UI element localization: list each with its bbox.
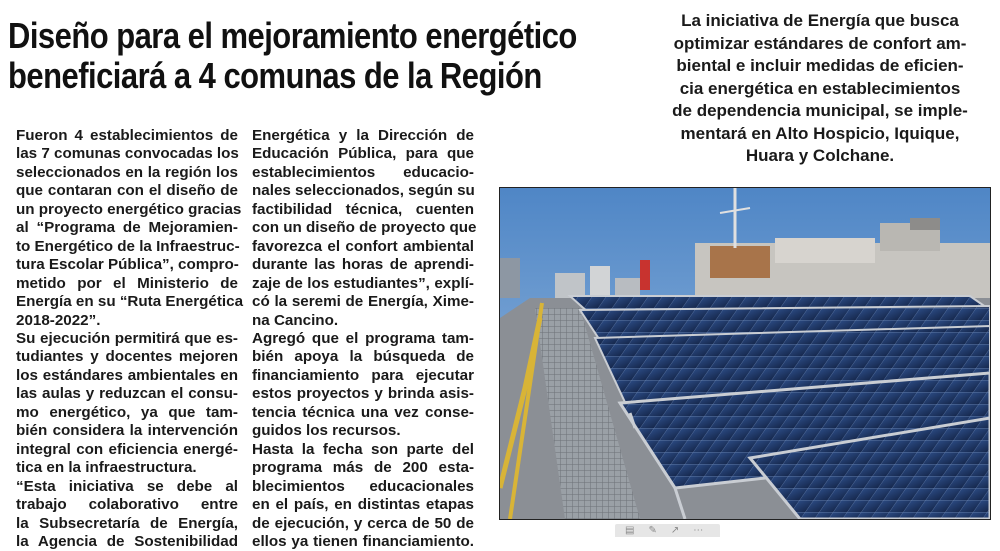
body-line: na Cancino. (252, 311, 339, 329)
body-line: durante las horas de aprendi- (252, 256, 474, 274)
body-line: Fueron 4 establecimientos de (16, 127, 238, 144)
deck-line: La iniciativa de Energía que busca (681, 11, 959, 30)
body-line: tura Escolar Pública”, compro- (16, 256, 239, 274)
body-line: metido por el Ministerio de (16, 274, 238, 292)
body-line: favorezca el confort ambiental (252, 237, 474, 255)
body-line: de ejecución, y cerca de 50 de (252, 514, 474, 532)
deck-line: de dependencia municipal, se imple- (672, 101, 968, 120)
body-line: ellos ya tienen financiamiento. (252, 532, 474, 550)
deck-summary (655, 10, 985, 168)
body-line: tica en la infraestructura. (16, 459, 197, 477)
body-line: la Subsecretaría de Energía, (16, 514, 238, 532)
body-line: 2018-2022”. (16, 311, 101, 329)
body-line: mo energético, ya que tam- (16, 403, 238, 421)
body-line: Educación Pública, para que (252, 145, 474, 163)
body-line: Hasta la fecha son parte del (252, 440, 474, 458)
body-line: blecimientos educacionales (252, 477, 474, 495)
headline (8, 15, 577, 96)
body-line: trabajo colaborativo entre (16, 496, 238, 514)
body-line: financiamiento para ejecutar (252, 366, 474, 384)
body-column-1 (16, 127, 244, 551)
body-line: integral con eficiencia energé- (16, 440, 238, 458)
body-line: la Agencia de Sostenibilidad (16, 532, 238, 550)
body-line: guidos los recursos. (252, 422, 401, 440)
viewer-toolbar (615, 524, 720, 537)
solar-panels-photo (499, 187, 991, 520)
body-line: con un diseño de proyecto que (252, 219, 477, 237)
body-line: zaje de los estudiantes”, explí- (252, 274, 474, 292)
body-line: programa más de 200 esta- (252, 459, 474, 477)
body-line: nales seleccionados, según su (252, 182, 475, 200)
deck-line: optimizar estándares de confort am- (673, 33, 967, 53)
deck-line: biental e incluir medidas de eficien- (676, 56, 964, 75)
body-line: factibilidad técnica, cuenten (252, 200, 474, 218)
print-icon[interactable]: ▤ (625, 525, 635, 536)
body-line: tencia técnica una vez conse- (252, 403, 474, 421)
body-line: có la seremi de Energía, Xime- (252, 293, 474, 311)
body-line: bién considera la intervención (16, 422, 238, 440)
body-line: en el país, en distintas etapas (252, 496, 474, 514)
body-line: Su ejecución permitirá que es- (16, 329, 238, 347)
deck-line: cia energética en establecimientos (679, 78, 961, 98)
body-line: al “Programa de Mejoramien- (16, 219, 238, 237)
body-line: establecimientos educacio- (252, 163, 474, 181)
body-line: los estándares ambientales en (16, 366, 238, 384)
deck-line: Huara y Colchane. (745, 146, 895, 165)
body-line: Energía en su “Ruta Energética (16, 293, 244, 311)
body-line: un proyecto energético gracias (16, 200, 242, 218)
more-icon[interactable]: ⋯ (693, 525, 704, 536)
body-line: seleccionados en la región los (16, 163, 238, 181)
body-line: Energética y la Dirección de (252, 127, 474, 144)
body-line: las aulas y reduzcan el consu- (16, 385, 238, 403)
edit-icon[interactable]: ✎ (648, 525, 657, 536)
body-line: bién apoya la búsqueda de (252, 348, 474, 366)
body-line: tudiantes y docentes mejoren (16, 348, 238, 366)
body-line: “Esta iniciativa se debe al (16, 477, 238, 495)
headline-line: Diseño para el mejoramiento energético (8, 15, 577, 56)
body-line: las 7 comunas convocadas los (16, 145, 239, 163)
headline-line: beneficiará a 4 comunas de la Región (8, 55, 542, 96)
body-line: Agregó que el programa tam- (252, 329, 474, 347)
deck-line: mentará en Alto Hospicio, Iquique, (680, 123, 960, 143)
body-line: que contaran con el diseño de (16, 182, 238, 200)
body-column-2 (252, 127, 477, 551)
body-line: to Energético de la Infraestruc- (16, 237, 240, 255)
body-line: estos proyectos y brinda asis- (252, 385, 474, 403)
share-icon[interactable]: ↗ (670, 525, 680, 536)
